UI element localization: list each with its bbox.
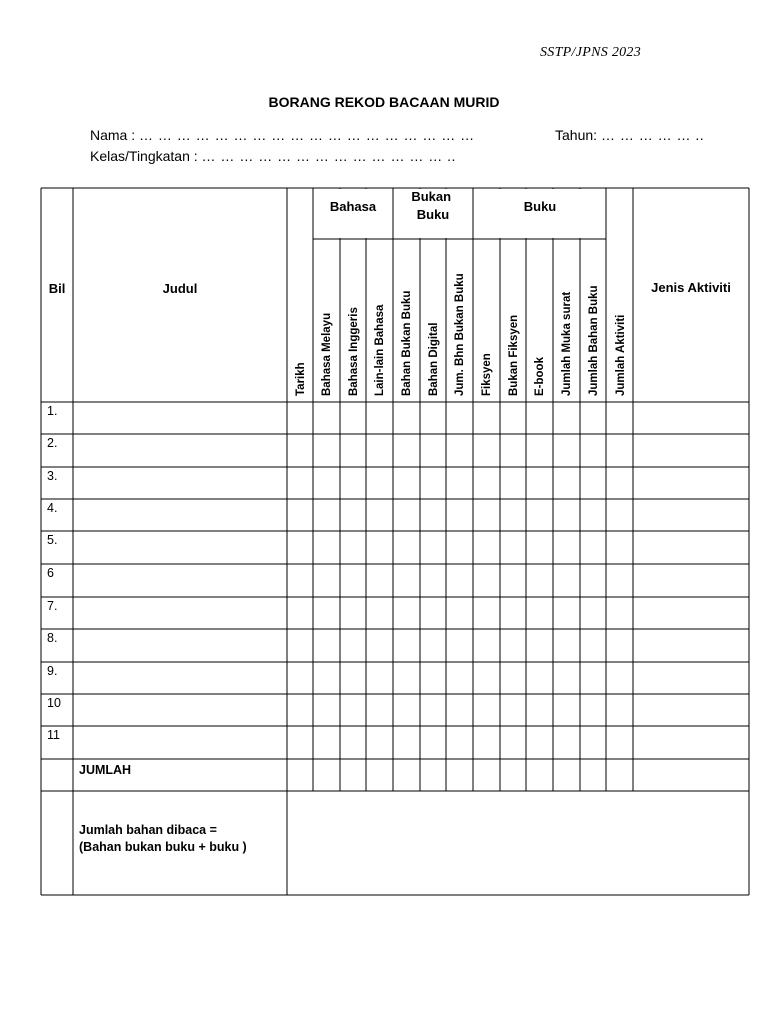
sub-header-1: Bahasa Melayu <box>321 312 333 396</box>
tahun-label: Tahun: <box>555 127 598 143</box>
nama-label: Nama : <box>90 127 136 143</box>
summary-line-1: Jumlah bahan dibaca = <box>79 823 217 837</box>
row-number-5: 5. <box>47 533 58 547</box>
summary-text <box>79 823 247 854</box>
row-number-4: 4. <box>47 501 58 515</box>
sub-header-8: Bukan Fiksyen <box>508 314 520 396</box>
row-number-11: 11 <box>47 728 60 742</box>
header-bil: Bil <box>48 281 66 296</box>
row-number-10: 10 <box>47 696 61 710</box>
jumlah-label: JUMLAH <box>79 763 132 777</box>
kelas-label: Kelas/Tingkatan : <box>90 148 198 164</box>
header-jenis-aktiviti: Jenis Aktiviti <box>651 280 731 295</box>
header-bukan-buku-line1: Bukan <box>411 189 452 204</box>
sub-header-9: E-book <box>534 357 546 396</box>
nama-blank: … … … … … … … … … … … … … … … … … … <box>139 127 475 143</box>
summary-line-2: (Bahan bukan buku + buku ) <box>79 840 247 854</box>
header-bukan-buku-line2: Buku <box>416 207 450 222</box>
tahun-blank: … … … … … .. <box>600 127 705 143</box>
form-title: BORANG REKOD BACAAN MURID <box>268 94 500 110</box>
sub-header-5: Bahan Digital <box>428 322 440 396</box>
row-number-2: 2. <box>47 436 58 450</box>
row-number-9: 9. <box>47 664 58 678</box>
sub-header-10: Jumlah Muka surat <box>561 291 573 396</box>
header-buku: Buku <box>523 199 557 214</box>
form-code: SSTP/JPNS 2023 <box>540 45 642 60</box>
row-number-7: 7. <box>47 599 58 613</box>
row-number-1: 1. <box>47 404 58 418</box>
table-grid-lines <box>41 188 749 895</box>
sub-header-2: Bahasa Inggeris <box>348 307 360 396</box>
header-jumlah-aktiviti: Jumlah Aktiviti <box>615 314 627 396</box>
header-judul: Judul <box>162 281 198 296</box>
kelas-blank: … … … … … … … … … … … … … .. <box>201 148 456 164</box>
sub-header-4: Bahan Bukan Buku <box>401 290 413 396</box>
sub-header-11: Jumlah Bahan Buku <box>588 285 600 396</box>
header-tarikh: Tarikh <box>295 362 307 396</box>
sub-header-7: Fiksyen <box>481 353 493 396</box>
row-number-8: 8. <box>47 631 58 645</box>
row-number-6: 6 <box>47 566 54 580</box>
sub-header-6: Jum. Bhn Bukan Buku <box>454 273 466 396</box>
sub-header-group <box>321 273 600 396</box>
row-number-3: 3. <box>47 469 58 483</box>
header-bahasa: Bahasa <box>329 199 377 214</box>
row-number-group <box>47 404 61 742</box>
sub-header-3: Lain-lain Bahasa <box>374 304 386 396</box>
